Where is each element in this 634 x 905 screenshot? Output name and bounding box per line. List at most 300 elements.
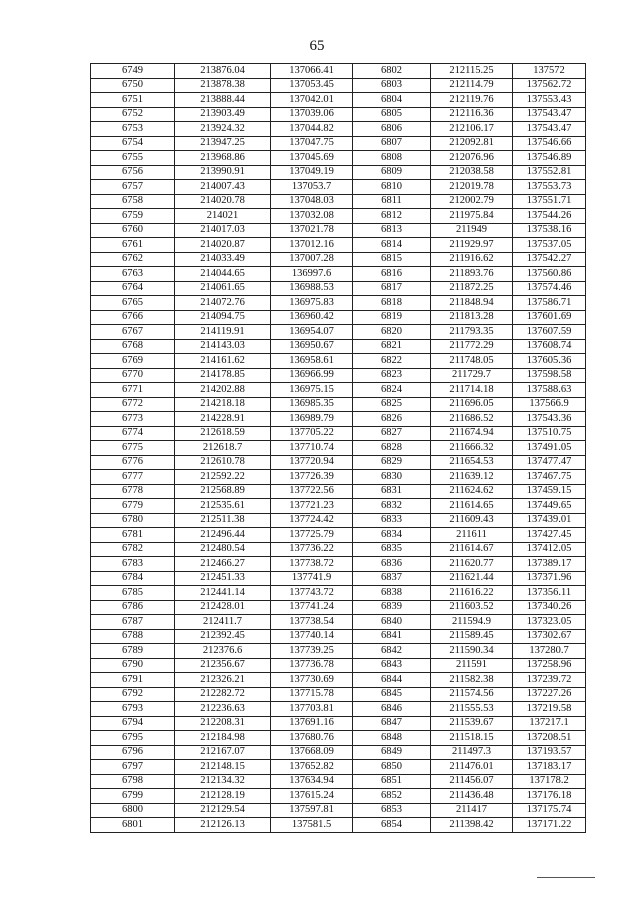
cell-x-coordinate-right: 211497.3 <box>431 745 513 760</box>
cell-point-number-right: 6828 <box>353 441 431 456</box>
cell-x-coordinate-left: 212428.01 <box>175 600 271 615</box>
cell-y-coordinate-left: 137715.78 <box>271 687 353 702</box>
cell-point-number-left: 6795 <box>91 731 175 746</box>
cell-y-coordinate-left: 136997.6 <box>271 267 353 282</box>
cell-point-number-right: 6819 <box>353 310 431 325</box>
cell-point-number-right: 6841 <box>353 629 431 644</box>
cell-y-coordinate-left: 137049.19 <box>271 165 353 180</box>
cell-y-coordinate-left: 137724.42 <box>271 513 353 528</box>
cell-y-coordinate-left: 137710.74 <box>271 441 353 456</box>
table-row <box>91 78 586 93</box>
cell-x-coordinate-right: 212019.78 <box>431 180 513 195</box>
table-row <box>91 470 586 485</box>
cell-x-coordinate-left: 213903.49 <box>175 107 271 122</box>
cell-x-coordinate-right: 211620.77 <box>431 557 513 572</box>
cell-y-coordinate-right: 137459.15 <box>513 484 586 499</box>
cell-x-coordinate-right: 211614.67 <box>431 542 513 557</box>
cell-point-number-right: 6849 <box>353 745 431 760</box>
page-number: 65 <box>309 38 325 54</box>
cell-y-coordinate-left: 137743.72 <box>271 586 353 601</box>
cell-y-coordinate-left: 136989.79 <box>271 412 353 427</box>
cell-x-coordinate-right: 212106.17 <box>431 122 513 137</box>
table-row <box>91 702 586 717</box>
cell-point-number-left: 6758 <box>91 194 175 209</box>
table-row <box>91 818 586 833</box>
cell-y-coordinate-right: 137491.05 <box>513 441 586 456</box>
cell-x-coordinate-left: 212466.27 <box>175 557 271 572</box>
table-row <box>91 557 586 572</box>
cell-y-coordinate-left: 137615.24 <box>271 789 353 804</box>
cell-point-number-left: 6783 <box>91 557 175 572</box>
cell-point-number-right: 6840 <box>353 615 431 630</box>
cell-x-coordinate-left: 212480.54 <box>175 542 271 557</box>
cell-y-coordinate-right: 137176.18 <box>513 789 586 804</box>
table-row <box>91 339 586 354</box>
table-row <box>91 658 586 673</box>
cell-y-coordinate-left: 136988.53 <box>271 281 353 296</box>
cell-x-coordinate-right: 212115.25 <box>431 64 513 79</box>
cell-y-coordinate-right: 137258.96 <box>513 658 586 673</box>
cell-y-coordinate-left: 137045.69 <box>271 151 353 166</box>
cell-y-coordinate-left: 137597.81 <box>271 803 353 818</box>
cell-y-coordinate-right: 137219.58 <box>513 702 586 717</box>
cell-y-coordinate-right: 137208.51 <box>513 731 586 746</box>
cell-point-number-right: 6834 <box>353 528 431 543</box>
cell-point-number-left: 6750 <box>91 78 175 93</box>
cell-x-coordinate-right: 211456.07 <box>431 774 513 789</box>
cell-y-coordinate-right: 137510.75 <box>513 426 586 441</box>
cell-y-coordinate-right: 137193.57 <box>513 745 586 760</box>
table-row <box>91 513 586 528</box>
cell-y-coordinate-right: 137439.01 <box>513 513 586 528</box>
cell-point-number-right: 6832 <box>353 499 431 514</box>
cell-point-number-right: 6833 <box>353 513 431 528</box>
table-row <box>91 107 586 122</box>
cell-x-coordinate-left: 212134.32 <box>175 774 271 789</box>
cell-y-coordinate-right: 137340.26 <box>513 600 586 615</box>
cell-point-number-left: 6763 <box>91 267 175 282</box>
cell-x-coordinate-left: 212167.07 <box>175 745 271 760</box>
table-row <box>91 571 586 586</box>
cell-point-number-left: 6773 <box>91 412 175 427</box>
cell-x-coordinate-right: 211594.9 <box>431 615 513 630</box>
cell-y-coordinate-right: 137171.22 <box>513 818 586 833</box>
cell-point-number-right: 6826 <box>353 412 431 427</box>
cell-x-coordinate-left: 214202.88 <box>175 383 271 398</box>
cell-x-coordinate-right: 211590.34 <box>431 644 513 659</box>
cell-y-coordinate-right: 137588.63 <box>513 383 586 398</box>
cell-y-coordinate-left: 137720.94 <box>271 455 353 470</box>
cell-y-coordinate-left: 137066.41 <box>271 64 353 79</box>
cell-point-number-right: 6804 <box>353 93 431 108</box>
cell-y-coordinate-right: 137542.27 <box>513 252 586 267</box>
cell-y-coordinate-right: 137543.36 <box>513 412 586 427</box>
cell-y-coordinate-left: 137730.69 <box>271 673 353 688</box>
cell-x-coordinate-right: 212114.79 <box>431 78 513 93</box>
cell-y-coordinate-left: 137634.94 <box>271 774 353 789</box>
cell-x-coordinate-left: 212282.72 <box>175 687 271 702</box>
cell-y-coordinate-right: 137605.36 <box>513 354 586 369</box>
cell-y-coordinate-left: 137741.9 <box>271 571 353 586</box>
cell-point-number-left: 6785 <box>91 586 175 601</box>
cell-y-coordinate-left: 137736.22 <box>271 542 353 557</box>
cell-y-coordinate-right: 137607.59 <box>513 325 586 340</box>
cell-point-number-right: 6813 <box>353 223 431 238</box>
cell-point-number-right: 6807 <box>353 136 431 151</box>
cell-point-number-right: 6825 <box>353 397 431 412</box>
cell-x-coordinate-left: 214021 <box>175 209 271 224</box>
cell-x-coordinate-left: 213878.38 <box>175 78 271 93</box>
table-row <box>91 731 586 746</box>
table-row <box>91 93 586 108</box>
cell-point-number-left: 6760 <box>91 223 175 238</box>
cell-x-coordinate-right: 211916.62 <box>431 252 513 267</box>
cell-x-coordinate-right: 211539.67 <box>431 716 513 731</box>
table-row <box>91 687 586 702</box>
cell-point-number-left: 6771 <box>91 383 175 398</box>
cell-y-coordinate-left: 137012.16 <box>271 238 353 253</box>
cell-x-coordinate-right: 211975.84 <box>431 209 513 224</box>
cell-point-number-left: 6781 <box>91 528 175 543</box>
table-row <box>91 745 586 760</box>
table-row <box>91 368 586 383</box>
cell-y-coordinate-left: 136960.42 <box>271 310 353 325</box>
cell-x-coordinate-right: 211729.7 <box>431 368 513 383</box>
cell-point-number-right: 6822 <box>353 354 431 369</box>
cell-point-number-right: 6829 <box>353 455 431 470</box>
cell-x-coordinate-left: 214178.85 <box>175 368 271 383</box>
cell-point-number-right: 6802 <box>353 64 431 79</box>
cell-y-coordinate-right: 137371.96 <box>513 571 586 586</box>
cell-x-coordinate-right: 211574.56 <box>431 687 513 702</box>
cell-y-coordinate-left: 136958.61 <box>271 354 353 369</box>
cell-point-number-left: 6798 <box>91 774 175 789</box>
cell-y-coordinate-right: 137553.73 <box>513 180 586 195</box>
cell-y-coordinate-right: 137280.7 <box>513 644 586 659</box>
table-row <box>91 64 586 79</box>
cell-x-coordinate-right: 211848.94 <box>431 296 513 311</box>
cell-x-coordinate-left: 212535.61 <box>175 499 271 514</box>
cell-point-number-right: 6850 <box>353 760 431 775</box>
cell-point-number-right: 6827 <box>353 426 431 441</box>
cell-y-coordinate-right: 137544.26 <box>513 209 586 224</box>
cell-y-coordinate-left: 137736.78 <box>271 658 353 673</box>
cell-x-coordinate-left: 214218.18 <box>175 397 271 412</box>
cell-point-number-right: 6836 <box>353 557 431 572</box>
cell-x-coordinate-right: 211555.53 <box>431 702 513 717</box>
table-row <box>91 151 586 166</box>
table-row <box>91 586 586 601</box>
cell-point-number-left: 6755 <box>91 151 175 166</box>
cell-point-number-left: 6777 <box>91 470 175 485</box>
cell-point-number-right: 6830 <box>353 470 431 485</box>
cell-x-coordinate-left: 212592.22 <box>175 470 271 485</box>
cell-x-coordinate-right: 211872.25 <box>431 281 513 296</box>
cell-point-number-left: 6788 <box>91 629 175 644</box>
cell-point-number-left: 6786 <box>91 600 175 615</box>
cell-y-coordinate-right: 137560.86 <box>513 267 586 282</box>
cell-x-coordinate-left: 214161.62 <box>175 354 271 369</box>
cell-point-number-right: 6848 <box>353 731 431 746</box>
cell-x-coordinate-left: 213876.04 <box>175 64 271 79</box>
cell-x-coordinate-right: 211772.29 <box>431 339 513 354</box>
cell-x-coordinate-left: 212610.78 <box>175 455 271 470</box>
cell-y-coordinate-left: 137021.78 <box>271 223 353 238</box>
cell-point-number-left: 6756 <box>91 165 175 180</box>
cell-y-coordinate-right: 137574.46 <box>513 281 586 296</box>
cell-x-coordinate-right: 211639.12 <box>431 470 513 485</box>
table-row <box>91 803 586 818</box>
cell-y-coordinate-right: 137323.05 <box>513 615 586 630</box>
table-row <box>91 267 586 282</box>
cell-point-number-left: 6787 <box>91 615 175 630</box>
cell-y-coordinate-left: 137725.79 <box>271 528 353 543</box>
cell-point-number-right: 6824 <box>353 383 431 398</box>
cell-point-number-left: 6761 <box>91 238 175 253</box>
table-row <box>91 310 586 325</box>
cell-x-coordinate-right: 212038.58 <box>431 165 513 180</box>
cell-x-coordinate-right: 212116.36 <box>431 107 513 122</box>
cell-y-coordinate-right: 137449.65 <box>513 499 586 514</box>
cell-x-coordinate-left: 214007.43 <box>175 180 271 195</box>
cell-x-coordinate-left: 212184.98 <box>175 731 271 746</box>
cell-point-number-right: 6806 <box>353 122 431 137</box>
cell-point-number-left: 6792 <box>91 687 175 702</box>
cell-point-number-right: 6854 <box>353 818 431 833</box>
table-row <box>91 252 586 267</box>
cell-x-coordinate-left: 213888.44 <box>175 93 271 108</box>
cell-x-coordinate-right: 211949 <box>431 223 513 238</box>
table-row <box>91 629 586 644</box>
cell-y-coordinate-right: 137227.26 <box>513 687 586 702</box>
cell-point-number-right: 6816 <box>353 267 431 282</box>
table-row <box>91 397 586 412</box>
cell-point-number-left: 6793 <box>91 702 175 717</box>
cell-point-number-left: 6764 <box>91 281 175 296</box>
cell-y-coordinate-left: 137691.16 <box>271 716 353 731</box>
cell-x-coordinate-left: 212148.15 <box>175 760 271 775</box>
cell-point-number-right: 6817 <box>353 281 431 296</box>
cell-y-coordinate-left: 137007.28 <box>271 252 353 267</box>
table-body <box>91 64 586 833</box>
cell-x-coordinate-left: 214017.03 <box>175 223 271 238</box>
cell-x-coordinate-left: 212236.63 <box>175 702 271 717</box>
cell-y-coordinate-left: 136985.35 <box>271 397 353 412</box>
cell-point-number-right: 6808 <box>353 151 431 166</box>
cell-x-coordinate-left: 212326.21 <box>175 673 271 688</box>
cell-point-number-left: 6766 <box>91 310 175 325</box>
cell-x-coordinate-left: 213924.32 <box>175 122 271 137</box>
table-row <box>91 542 586 557</box>
cell-x-coordinate-left: 214061.65 <box>175 281 271 296</box>
cell-point-number-left: 6797 <box>91 760 175 775</box>
table-row <box>91 528 586 543</box>
cell-y-coordinate-right: 137538.16 <box>513 223 586 238</box>
cell-y-coordinate-right: 137546.66 <box>513 136 586 151</box>
cell-x-coordinate-left: 212128.19 <box>175 789 271 804</box>
cell-x-coordinate-left: 212376.6 <box>175 644 271 659</box>
table-row <box>91 209 586 224</box>
table-row <box>91 383 586 398</box>
table-row <box>91 412 586 427</box>
cell-y-coordinate-right: 137543.47 <box>513 122 586 137</box>
cell-x-coordinate-left: 212392.45 <box>175 629 271 644</box>
cell-x-coordinate-right: 211893.76 <box>431 267 513 282</box>
cell-point-number-left: 6782 <box>91 542 175 557</box>
cell-y-coordinate-right: 137175.74 <box>513 803 586 818</box>
cell-y-coordinate-right: 137546.89 <box>513 151 586 166</box>
cell-x-coordinate-left: 214020.87 <box>175 238 271 253</box>
cell-x-coordinate-left: 212208.31 <box>175 716 271 731</box>
cell-x-coordinate-right: 211929.97 <box>431 238 513 253</box>
cell-point-number-right: 6843 <box>353 658 431 673</box>
cell-x-coordinate-left: 214228.91 <box>175 412 271 427</box>
cell-point-number-left: 6799 <box>91 789 175 804</box>
cell-y-coordinate-right: 137566.9 <box>513 397 586 412</box>
cell-y-coordinate-right: 137562.72 <box>513 78 586 93</box>
cell-x-coordinate-right: 211686.52 <box>431 412 513 427</box>
table-row <box>91 223 586 238</box>
cell-y-coordinate-right: 137302.67 <box>513 629 586 644</box>
cell-point-number-right: 6853 <box>353 803 431 818</box>
cell-x-coordinate-right: 211518.15 <box>431 731 513 746</box>
cell-point-number-right: 6823 <box>353 368 431 383</box>
cell-y-coordinate-right: 137543.47 <box>513 107 586 122</box>
table-row <box>91 194 586 209</box>
cell-y-coordinate-left: 136975.83 <box>271 296 353 311</box>
cell-y-coordinate-right: 137552.81 <box>513 165 586 180</box>
cell-point-number-left: 6757 <box>91 180 175 195</box>
cell-y-coordinate-left: 137032.08 <box>271 209 353 224</box>
cell-y-coordinate-left: 137044.82 <box>271 122 353 137</box>
cell-x-coordinate-right: 211398.42 <box>431 818 513 833</box>
cell-x-coordinate-left: 214094.75 <box>175 310 271 325</box>
cell-x-coordinate-left: 212618.59 <box>175 426 271 441</box>
cell-y-coordinate-left: 137721.23 <box>271 499 353 514</box>
cell-point-number-right: 6821 <box>353 339 431 354</box>
cell-point-number-right: 6809 <box>353 165 431 180</box>
cell-point-number-right: 6811 <box>353 194 431 209</box>
table-row <box>91 789 586 804</box>
cell-point-number-right: 6846 <box>353 702 431 717</box>
cell-x-coordinate-right: 211614.65 <box>431 499 513 514</box>
cell-point-number-left: 6762 <box>91 252 175 267</box>
cell-y-coordinate-right: 137239.72 <box>513 673 586 688</box>
cell-y-coordinate-left: 137053.45 <box>271 78 353 93</box>
cell-x-coordinate-left: 212618.7 <box>175 441 271 456</box>
cell-x-coordinate-right: 211748.05 <box>431 354 513 369</box>
cell-y-coordinate-left: 137652.82 <box>271 760 353 775</box>
cell-x-coordinate-left: 212451.33 <box>175 571 271 586</box>
cell-x-coordinate-left: 212356.67 <box>175 658 271 673</box>
cell-x-coordinate-right: 212076.96 <box>431 151 513 166</box>
cell-point-number-left: 6780 <box>91 513 175 528</box>
cell-point-number-right: 6837 <box>353 571 431 586</box>
cell-x-coordinate-right: 211674.94 <box>431 426 513 441</box>
cell-x-coordinate-left: 214033.49 <box>175 252 271 267</box>
cell-point-number-left: 6779 <box>91 499 175 514</box>
cell-point-number-right: 6835 <box>353 542 431 557</box>
cell-x-coordinate-left: 212126.13 <box>175 818 271 833</box>
table-row <box>91 296 586 311</box>
table-row <box>91 281 586 296</box>
cell-y-coordinate-right: 137553.43 <box>513 93 586 108</box>
cell-y-coordinate-right: 137551.71 <box>513 194 586 209</box>
cell-point-number-left: 6768 <box>91 339 175 354</box>
table-row <box>91 484 586 499</box>
cell-point-number-left: 6770 <box>91 368 175 383</box>
cell-y-coordinate-left: 137581.5 <box>271 818 353 833</box>
cell-x-coordinate-right: 211603.52 <box>431 600 513 615</box>
cell-y-coordinate-right: 137601.69 <box>513 310 586 325</box>
cell-x-coordinate-right: 211582.38 <box>431 673 513 688</box>
cell-y-coordinate-right: 137598.58 <box>513 368 586 383</box>
cell-y-coordinate-right: 137608.74 <box>513 339 586 354</box>
table-row <box>91 426 586 441</box>
cell-x-coordinate-right: 211813.28 <box>431 310 513 325</box>
cell-point-number-left: 6767 <box>91 325 175 340</box>
cell-point-number-left: 6772 <box>91 397 175 412</box>
cell-x-coordinate-left: 212411.7 <box>175 615 271 630</box>
cell-point-number-left: 6791 <box>91 673 175 688</box>
cell-point-number-left: 6790 <box>91 658 175 673</box>
cell-y-coordinate-left: 137047.75 <box>271 136 353 151</box>
cell-y-coordinate-right: 137217.1 <box>513 716 586 731</box>
cell-point-number-right: 6851 <box>353 774 431 789</box>
cell-y-coordinate-left: 137739.25 <box>271 644 353 659</box>
cell-point-number-right: 6845 <box>353 687 431 702</box>
cell-y-coordinate-left: 137740.14 <box>271 629 353 644</box>
cell-y-coordinate-right: 137389.17 <box>513 557 586 572</box>
cell-y-coordinate-left: 137705.22 <box>271 426 353 441</box>
cell-point-number-left: 6789 <box>91 644 175 659</box>
cell-y-coordinate-left: 137741.24 <box>271 600 353 615</box>
cell-point-number-right: 6831 <box>353 484 431 499</box>
table-row <box>91 122 586 137</box>
cell-y-coordinate-right: 137477.47 <box>513 455 586 470</box>
cell-point-number-right: 6803 <box>353 78 431 93</box>
cell-point-number-left: 6796 <box>91 745 175 760</box>
table-row <box>91 760 586 775</box>
cell-x-coordinate-right: 211696.05 <box>431 397 513 412</box>
cell-x-coordinate-right: 211654.53 <box>431 455 513 470</box>
cell-x-coordinate-left: 213947.25 <box>175 136 271 151</box>
cell-y-coordinate-left: 136975.15 <box>271 383 353 398</box>
table-row <box>91 673 586 688</box>
cell-y-coordinate-right: 137427.45 <box>513 528 586 543</box>
cell-x-coordinate-right: 212119.76 <box>431 93 513 108</box>
cell-x-coordinate-right: 212002.79 <box>431 194 513 209</box>
cell-point-number-left: 6774 <box>91 426 175 441</box>
cell-point-number-right: 6815 <box>353 252 431 267</box>
cell-point-number-right: 6820 <box>353 325 431 340</box>
cell-y-coordinate-left: 137738.72 <box>271 557 353 572</box>
cell-x-coordinate-left: 213990.91 <box>175 165 271 180</box>
table-row <box>91 354 586 369</box>
cell-y-coordinate-left: 137738.54 <box>271 615 353 630</box>
table-row <box>91 238 586 253</box>
cell-y-coordinate-left: 136950.67 <box>271 339 353 354</box>
cell-point-number-right: 6812 <box>353 209 431 224</box>
cell-x-coordinate-left: 213968.86 <box>175 151 271 166</box>
cell-point-number-right: 6847 <box>353 716 431 731</box>
cell-x-coordinate-left: 212568.89 <box>175 484 271 499</box>
cell-point-number-left: 6784 <box>91 571 175 586</box>
table-row <box>91 600 586 615</box>
cell-y-coordinate-left: 137722.56 <box>271 484 353 499</box>
cell-y-coordinate-right: 137572 <box>513 64 586 79</box>
cell-point-number-left: 6776 <box>91 455 175 470</box>
